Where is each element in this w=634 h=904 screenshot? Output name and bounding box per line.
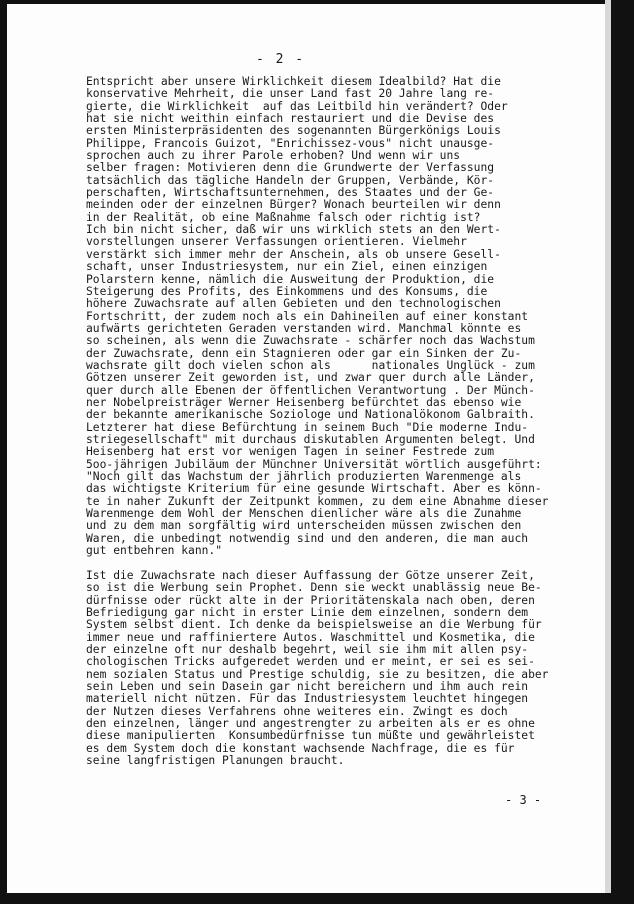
text-line: gut entbehren kann." (86, 544, 223, 558)
text-line: Heisenberg hat erst vor wenigen Tagen in seiner Festrede zum (86, 445, 495, 459)
text-line: Letzterer hat diese Befürchtung in seinem Buch "Die moderne Indu- (86, 420, 529, 434)
text-line: diese manipulierten Konsumbedürfnisse tun müßte und gewährleistet (86, 729, 535, 743)
text-line: Ich bin nicht sicher, daß wir uns wirklich stets an den Wert- (86, 223, 501, 237)
text-line: Polarstern kenne, nämlich die Ausweitung der Produktion, die (86, 272, 495, 286)
text-line: der Nutzen dieses Verfahrens ohne weiteres ein. Zwingt es doch (86, 704, 508, 718)
text-line: höhere Zuwachsrate auf allen Gebieten und den technologischen (86, 297, 501, 311)
next-page-marker: - 3 - (505, 793, 542, 807)
text-line: perschaften, Wirtschaftsunternehmen, des Staates und der Ge- (86, 186, 495, 200)
text-line: Fortschritt, der zudem noch als ein Dahineilen auf einer konstant (86, 309, 529, 323)
text-line: meinden oder der einzelnen Bürger? Wonach beurteilen wir denn (86, 198, 501, 212)
text-line: konservative Mehrheit, die unser Land fast 20 Jahre lang re- (86, 87, 495, 101)
text-line: so scheinen, als wenn die Zuwachsrate - schärfer noch das Wachstum (86, 334, 535, 348)
text-line: ner Nobelpreisträger Werner Heisenberg befürchtet das ebenso wie (86, 395, 522, 409)
text-line: Waren, die unbedingt notwendig sind und den anderen, die man auch (86, 531, 529, 545)
text-line: Warenmenge dem Wohl der Menschen dienlicher wäre als die Zunahme (86, 507, 522, 521)
text-line: der Zuwachsrate, denn ein Stagnieren oder gar ein Sinken der Zu- (86, 346, 522, 360)
text-line: striegesellschaft" mit durchaus diskutablen Argumenten belegt. Und (86, 432, 535, 446)
text-line: immer neue und raffiniertere Autos. Waschmittel und Kosmetika, die (86, 630, 535, 644)
text-line: in der Realität, ob eine Maßnahme falsch oder richtig ist? (86, 210, 481, 224)
text-line: vorstellungen unserer Verfassungen orientieren. Vielmehr (86, 235, 467, 249)
scan-border-right (611, 0, 634, 904)
text-line: sprochen auch zu ihrer Parole erhoben? Und wenn wir uns (86, 149, 461, 163)
text-line: gierte, die Wirklichkeit auf das Leitbild hin verändert? Oder (86, 99, 508, 113)
text-line: dürfnisse oder rückt alte in der Prioritätenskala nach oben, deren (86, 593, 535, 607)
text-line: Ist die Zuwachsrate nach dieser Auffassung der Götze unserer Zeit, (86, 569, 535, 582)
text-line: Entspricht aber unsere Wirklichkeit diesem Idealbild? Hat die (86, 75, 501, 88)
text-line: System selbst dient. Ich denke da beispielsweise an die Werbung für (86, 618, 542, 632)
text-line: es dem System doch die konstant wachsende Nachfrage, die es für (86, 741, 515, 755)
text-line: sein Leben und sein Dasein gar nicht bereichern und ihm auch rein (86, 680, 529, 694)
text-line: hat sie nicht weithin einfach restauriert und die Devise des (86, 112, 495, 126)
text-line: Philippe, Francois Guizot, "Enrichissez-vous" nicht unausge- (86, 136, 495, 150)
text-line: aufwärts gerichteten Geraden verstanden wird. Manchmal könnte es (86, 321, 522, 335)
text-line: chologischen Tricks aufgeredet werden und er meint, er sei es sei- (86, 655, 535, 669)
text-line: tatsächlich das tägliche Handeln der Gruppen, Verbände, Kör- (86, 173, 495, 187)
text-line: "Noch gilt das Wachstum der jährlich produzierten Warenmenge als (86, 470, 522, 483)
text-line: nem sozialen Status und Prestige schuldig, sie zu besitzen, die aber (86, 667, 549, 681)
text-line: wachsrate gilt doch vielen schon als nationales Unglück - zum (86, 358, 535, 372)
text-line: quer durch alle Ebenen der öffentlichen Verantwortung . Der Münch- (86, 383, 535, 397)
text-line: selber fragen: Motivieren denn die Grundwerte der Verfassung (86, 161, 495, 175)
paragraph-1 (86, 76, 586, 557)
scan-border-left (0, 0, 7, 904)
text-line: Befriedigung gar nicht in erster Linie dem einzelnen, sondern dem (86, 606, 529, 620)
text-line: so ist die Werbung sein Prophet. Denn sie weckt unablässig neue Be- (86, 581, 542, 595)
text-line: te in naher Zukunft der Zeitpunkt kommen, zu dem eine Abnahme dieser (86, 494, 549, 508)
text-line: 5oo-jährigen Jubiläum der Münchner Universität wörtlich ausgeführt: (86, 457, 542, 471)
scan-border-bottom (0, 893, 634, 904)
paragraph-2 (86, 570, 586, 768)
text-line: Götzen unserer Zeit geworden ist, und zwar quer durch alle Länder, (86, 371, 535, 385)
text-line: Steigerung des Profits, des Einkommens und des Konsums, die (86, 284, 488, 298)
text-line: den einzelnen, länger und angestrengter zu arbeiten als er es ohne (86, 717, 535, 731)
page-number: - 2 - (256, 52, 306, 67)
text-line: der bekannte amerikanische Soziologe und Nationalökonom Galbraith. (86, 408, 535, 422)
text-line: ersten Ministerpräsidenten des sogenannten Bürgerkönigs Louis (86, 124, 501, 138)
text-line: materiell nicht nützen. Für das Industriesystem leuchtet hingegen (86, 692, 529, 706)
text-line: verstärkt sich immer mehr der Anschein, als ob unsere Gesell- (86, 247, 501, 261)
text-line: das wichtigste Kriterium für eine gesunde Wirtschaft. Aber es könn- (86, 482, 542, 496)
text-line: schaft, unser Industriesystem, nur ein Ziel, einen einzigen (86, 260, 488, 274)
text-line: der einzelne oft nur deshalb begehrt, weil sie ihm mit allen psy- (86, 643, 529, 657)
text-line: seine langfristigen Planungen braucht. (86, 754, 345, 768)
text-line: und zu dem man sorgfältig wird unterscheiden müssen zwischen den (86, 519, 522, 533)
